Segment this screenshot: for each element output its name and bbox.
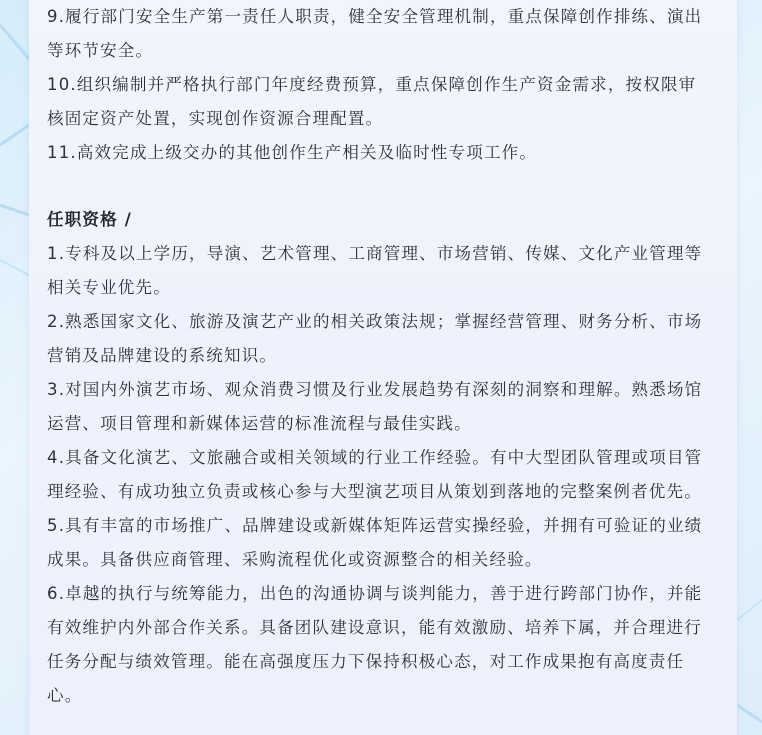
qualifications-list [47,237,723,713]
duties-list [47,0,723,170]
duty-item-11 [47,136,723,170]
text-line: 心。 [47,686,83,705]
text-line: 11.高效完成上级交办的其他创作生产相关及临时性专项工作。 [47,143,538,162]
text-line: 9.履行部门安全生产第一责任人职责，健全安全管理机制，重点保障创作排练、演出 [47,7,703,26]
text-line: 4.具备文化演艺、文旅融合或相关领域的行业工作经验。有中大型团队管理或项目管 [47,448,703,467]
qualification-item-1 [47,237,723,305]
qualification-item-5 [47,509,723,577]
text-line: 任务分配与绩效管理。能在高强度压力下保持积极心态，对工作成果抱有高度责任 [47,652,685,671]
qualification-item-6 [47,577,723,713]
text-line: 10.组织编制并严格执行部门年度经费预算，重点保障创作生产资金需求，按权限审 [47,75,697,94]
text-line: 1.专科及以上学历，导演、艺术管理、工商管理、市场营销、传媒、文化产业管理等 [47,244,703,263]
text-line: 成果。具备供应商管理、采购流程优化或资源整合的相关经验。 [47,550,543,569]
qualification-item-3 [47,373,723,441]
duty-item-10 [47,68,723,136]
text-line: 核固定资产处置，实现创作资源合理配置。 [47,109,384,128]
text-line: 运营、项目管理和新媒体运营的标准流程与最佳实践。 [47,414,472,433]
text-line: 相关专业优先。 [47,278,171,297]
text-line: 理经验、有成功独立负责或核心参与大型演艺项目从策划到落地的完整案例者优先。 [47,482,702,501]
text-line: 6.卓越的执行与统筹能力，出色的沟通协调与谈判能力，善于进行跨部门协作，并能 [47,584,703,603]
text-line: 3.对国内外演艺市场、观众消费习惯及行业发展趋势有深刻的洞察和理解。熟悉场馆 [47,380,703,399]
text-line: 2.熟悉国家文化、旅游及演艺产业的相关政策法规；掌握经营管理、财务分析、市场 [47,312,703,331]
qualification-item-4 [47,441,723,509]
qualification-item-2 [47,305,723,373]
duty-item-9 [47,0,723,68]
text-line: 5.具有丰富的市场推广、品牌建设或新媒体矩阵运营实操经验，并拥有可验证的业绩 [47,516,703,535]
text-line: 营销及品牌建设的系统知识。 [47,346,278,365]
text-line: 有效维护内外部合作关系。具备团队建设意识，能有效激励、培养下属，并合理进行 [47,618,702,637]
job-description-text [47,0,723,713]
qualifications-heading: 任职资格 / [47,210,132,229]
text-line: 等环节安全。 [47,41,154,60]
